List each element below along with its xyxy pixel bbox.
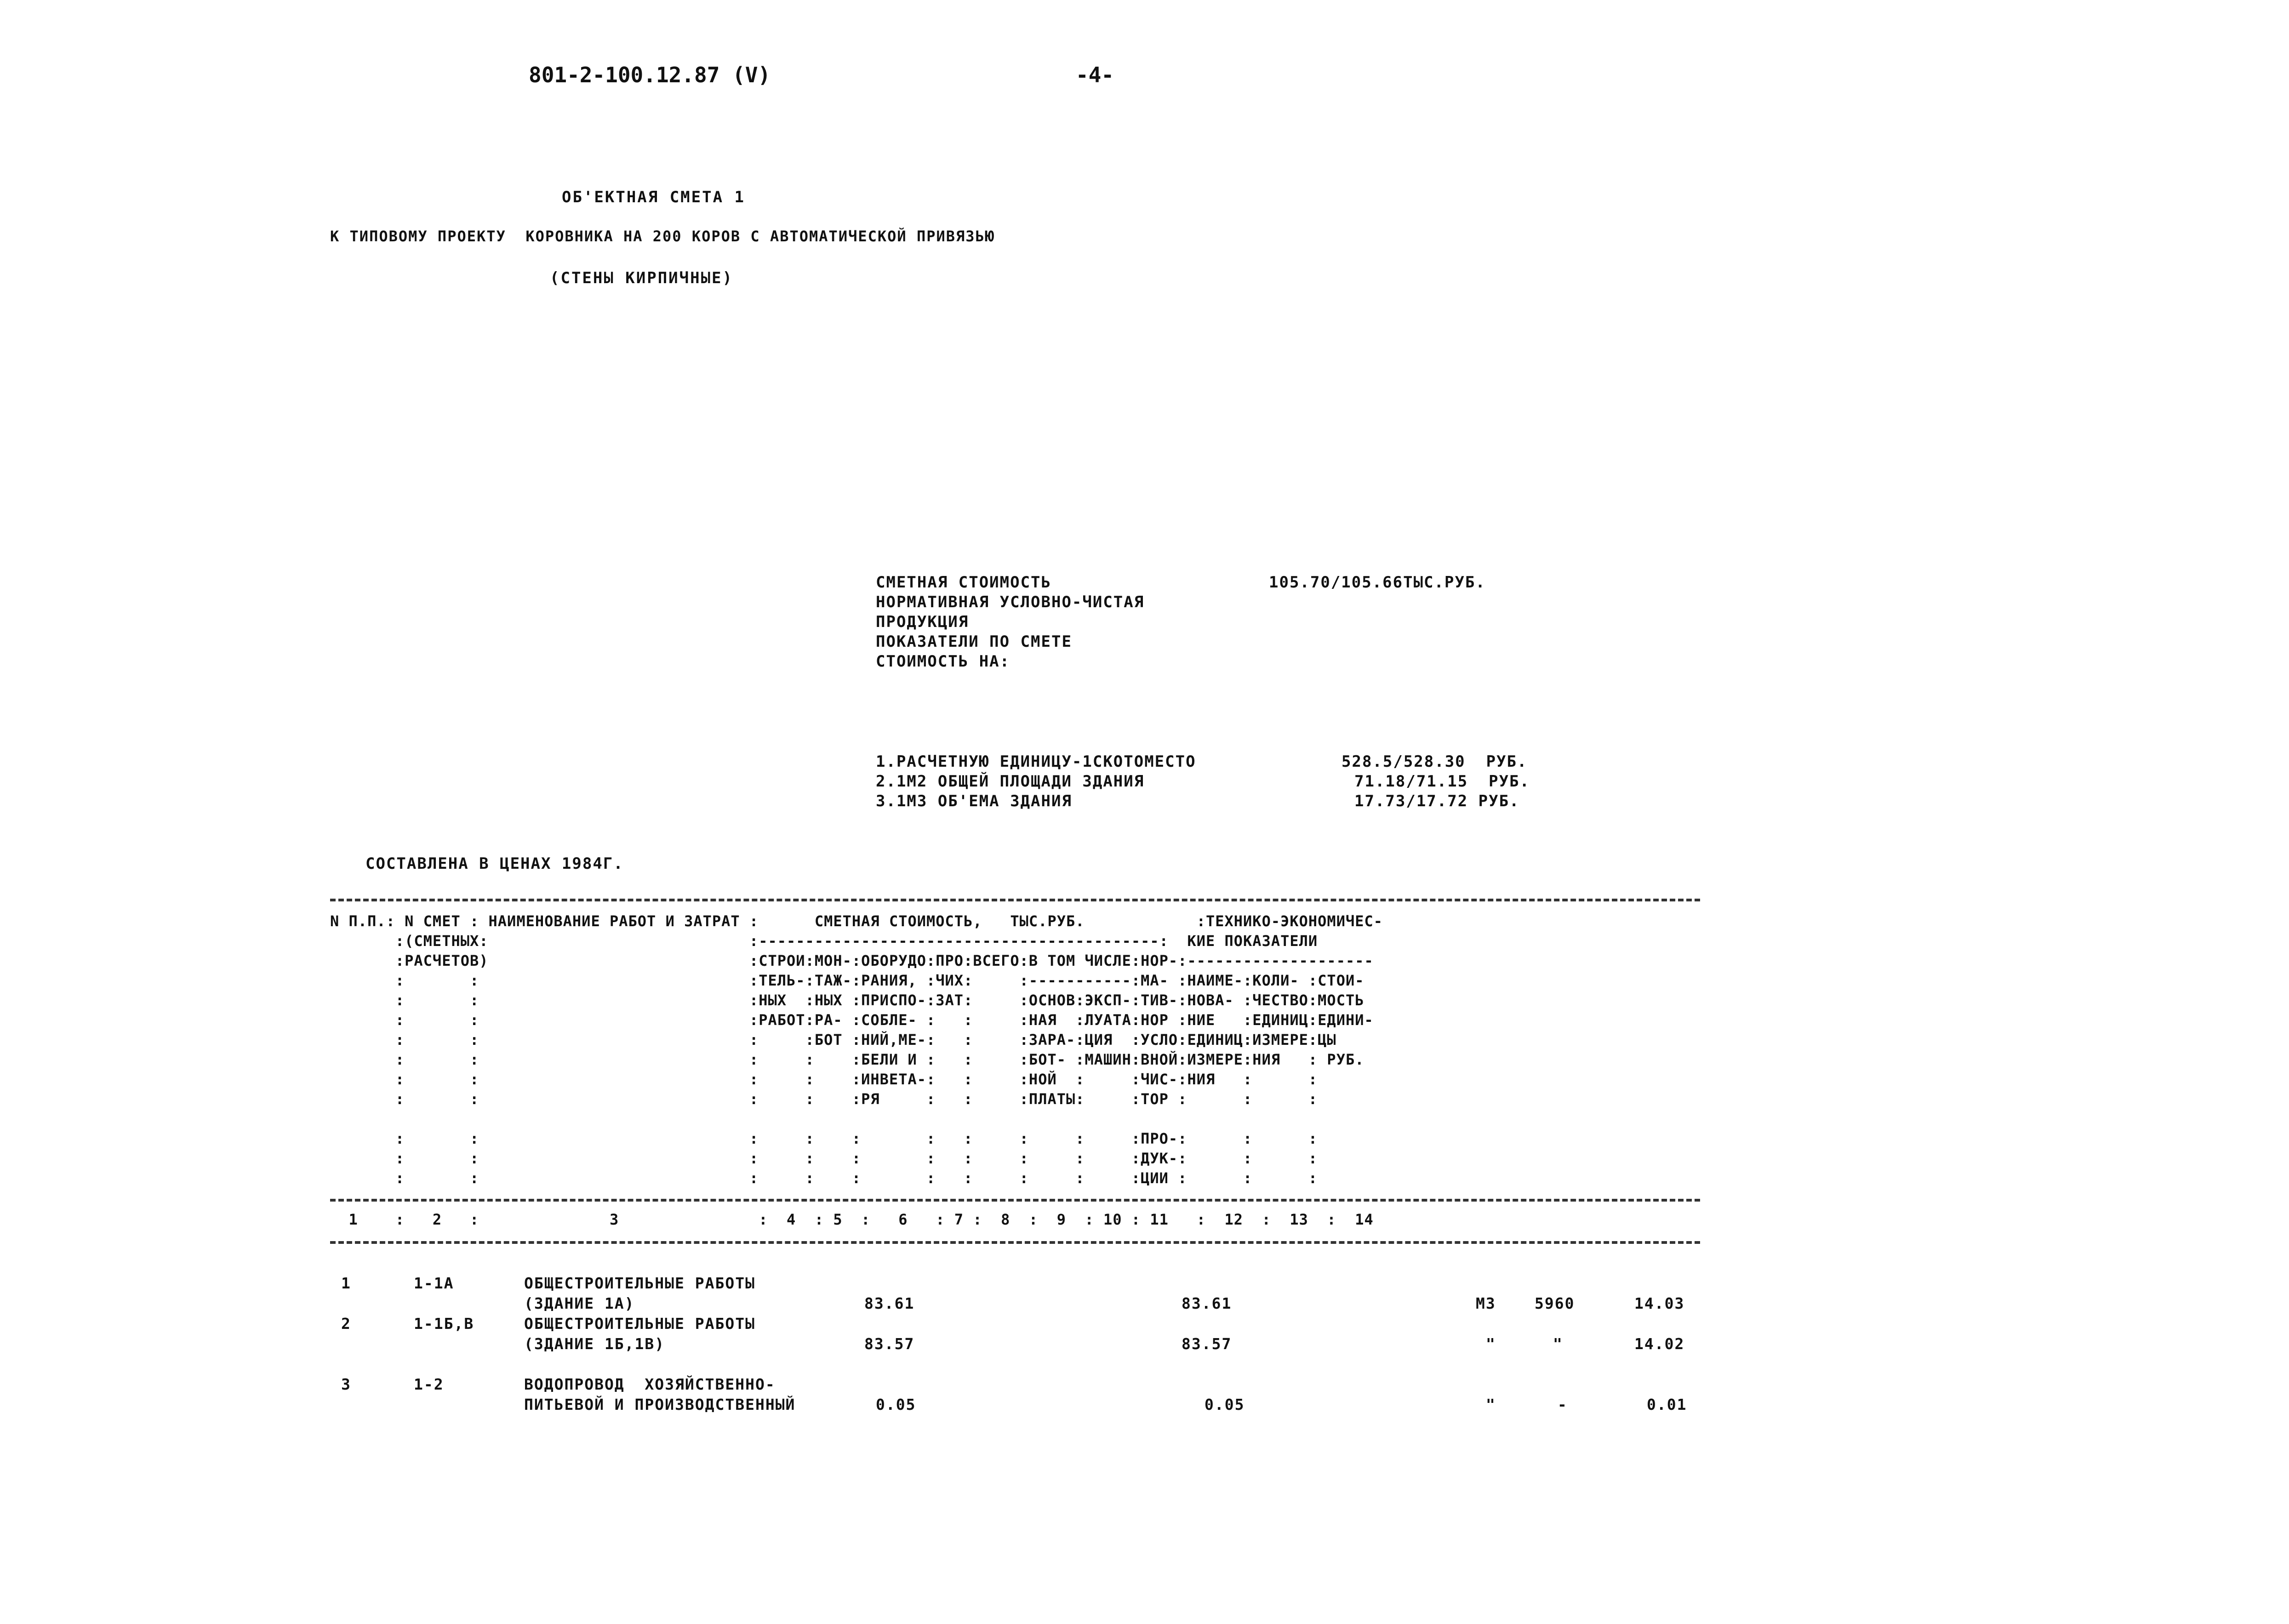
row-code: 1-1Б,В: [414, 1315, 474, 1333]
indicator-label: 1.РАСЧЕТНУЮ ЕДИНИЦУ-1СКОТОМЕСТО: [876, 752, 1196, 771]
cost-value: 105.70/105.66ТЫС.РУБ.: [1269, 573, 1486, 592]
row-name-cont: ПИТЬЕВОЙ И ПРОИЗВОДСТВЕННЫЙ: [524, 1396, 796, 1413]
row-code: 1-2: [414, 1375, 444, 1393]
cell-quantity: 5960: [1535, 1294, 1575, 1312]
row-code: 1-1А: [414, 1274, 454, 1292]
cell-total: 83.61: [1182, 1294, 1232, 1312]
project-subtitle: К ТИПОВОМУ ПРОЕКТУ КОРОВНИКА НА 200 КОРОВ С АВТОМАТИЧЕСКОЙ ПРИВЯЗЬЮ: [330, 228, 995, 245]
cell-construction: 83.61: [864, 1294, 915, 1312]
row-name-cont: (ЗДАНИЕ 1А): [524, 1294, 635, 1312]
cell-unit-cost: 14.02: [1634, 1335, 1685, 1353]
header-line: : : :ТЕЛЬ-:ТАЖ-:РАНИЯ, :ЧИХ: :-----------:МА- :НАИМЕ-:КОЛИ- :СТОИ-: [330, 972, 1364, 989]
row-number: 2: [341, 1315, 351, 1333]
table-top-rule: [330, 899, 1700, 901]
cell-unit-cost: 14.03: [1634, 1294, 1685, 1312]
header-line: : : :НЫХ :НЫХ :ПРИСПО-:ЗАТ: :ОСНОВ:ЭКСП-:ТИВ-:НОВА- :ЧЕСТВО:МОСТЬ: [330, 991, 1364, 1009]
header-line: : : : : : : : : : :ПРО-: : :: [330, 1130, 1318, 1147]
indicator-value: 71.18/71.15 РУБ.: [1354, 772, 1530, 791]
row-number: 1: [341, 1274, 351, 1292]
document-code: 801-2-100.12.87 (V): [529, 63, 771, 87]
cell-unit: ": [1486, 1396, 1496, 1413]
header-line: : : :РАБОТ:РА- :СОБЛЕ- : : :НАЯ :ЛУАТА:НОР :НИЕ :ЕДИНИЦ:ЕДИНИ-: [330, 1011, 1374, 1029]
cell-total: 0.05: [1204, 1396, 1245, 1413]
row-name: ОБЩЕСТРОИТЕЛЬНЫЕ РАБОТЫ: [524, 1315, 755, 1333]
row-name: ВОДОПРОВОД ХОЗЯЙСТВЕННО-: [524, 1375, 776, 1393]
indicators-label-1: ПОКАЗАТЕЛИ ПО СМЕТЕ: [876, 633, 1072, 651]
row-number: 3: [341, 1375, 351, 1393]
normative-label-2: ПРОДУКЦИЯ: [876, 613, 969, 631]
indicator-value: 17.73/17.72 РУБ.: [1354, 792, 1520, 810]
cell-construction: 0.05: [876, 1396, 916, 1413]
cell-unit: ": [1486, 1335, 1496, 1353]
cell-quantity: -: [1558, 1396, 1568, 1413]
indicator-value: 528.5/528.30 РУБ.: [1341, 752, 1528, 771]
estimate-title: ОБ'ЕКТНАЯ СМЕТА 1: [562, 188, 745, 206]
indicator-label: 3.1М3 ОБ'ЕМА ЗДАНИЯ: [876, 792, 1072, 810]
indicator-label: 2.1М2 ОБЩЕЙ ПЛОЩАДИ ЗДАНИЯ: [876, 772, 1145, 791]
indicators-label-2: СТОИМОСТЬ НА:: [876, 652, 1010, 671]
cell-unit: М3: [1476, 1294, 1496, 1312]
header-line: : : : : :ИНВЕТА-: : :НОЙ : :ЧИС-:НИЯ : :: [330, 1071, 1318, 1088]
row-name-cont: (ЗДАНИЕ 1Б,1В): [524, 1335, 665, 1353]
header-line: :(СМЕТНЫХ: :-------------------------------------------: КИЕ ПОКАЗАТЕЛИ: [330, 932, 1318, 950]
cost-label: СМЕТНАЯ СТОИМОСТЬ: [876, 573, 1051, 592]
cell-total: 83.57: [1182, 1335, 1232, 1353]
row-name: ОБЩЕСТРОИТЕЛЬНЫЕ РАБОТЫ: [524, 1274, 755, 1292]
header-line: : : : : :РЯ : : :ПЛАТЫ: :ТОР : : :: [330, 1090, 1318, 1108]
prices-note: СОСТАВЛЕНА В ЦЕНАХ 1984Г.: [365, 855, 624, 873]
cell-unit-cost: 0.01: [1647, 1396, 1687, 1413]
cell-quantity: ": [1553, 1335, 1563, 1353]
table-rule: [330, 1199, 1700, 1202]
header-line: :РАСЧЕТОВ) :СТРОИ:МОН-:ОБОРУДО:ПРО:ВСЕГО:В ТОМ ЧИСЛЕ:НОР-:--------------------: [330, 952, 1374, 969]
header-line: : : : : : : : : : :ДУК-: : :: [330, 1150, 1318, 1167]
table-rule: [330, 1241, 1700, 1244]
header-line: : : : : : : : : : :ЦИИ : : :: [330, 1169, 1318, 1187]
header-line: : : : :БОТ :НИЙ,МЕ-: : :ЗАРА-:ЦИЯ :УСЛО:ЕДИНИЦ:ИЗМЕРЕ:ЦЫ: [330, 1031, 1336, 1048]
column-numbers: 1 : 2 : 3 : 4 : 5 : 6 : 7 : 8 : 9 : 10 : 11 : 12 : 13 : 14: [330, 1211, 1374, 1228]
header-line: : : : : :БЕЛИ И : : :БОТ- :МАШИН:ВНОЙ:ИЗМЕРЕ:НИЯ : РУБ.: [330, 1051, 1364, 1068]
cell-construction: 83.57: [864, 1335, 915, 1353]
header-line: N П.П.: N СМЕТ : НАИМЕНОВАНИЕ РАБОТ И ЗАТРАТ : СМЕТНАЯ СТОИМОСТЬ, ТЫС.РУБ. :ТЕХНИКО-ЭКОНОМИЧЕС-: [330, 912, 1383, 930]
page-number: -4-: [1076, 63, 1114, 87]
normative-label-1: НОРМАТИВНАЯ УСЛОВНО-ЧИСТАЯ: [876, 593, 1145, 611]
walls-note: (СТЕНЫ КИРПИЧНЫЕ): [550, 269, 733, 287]
